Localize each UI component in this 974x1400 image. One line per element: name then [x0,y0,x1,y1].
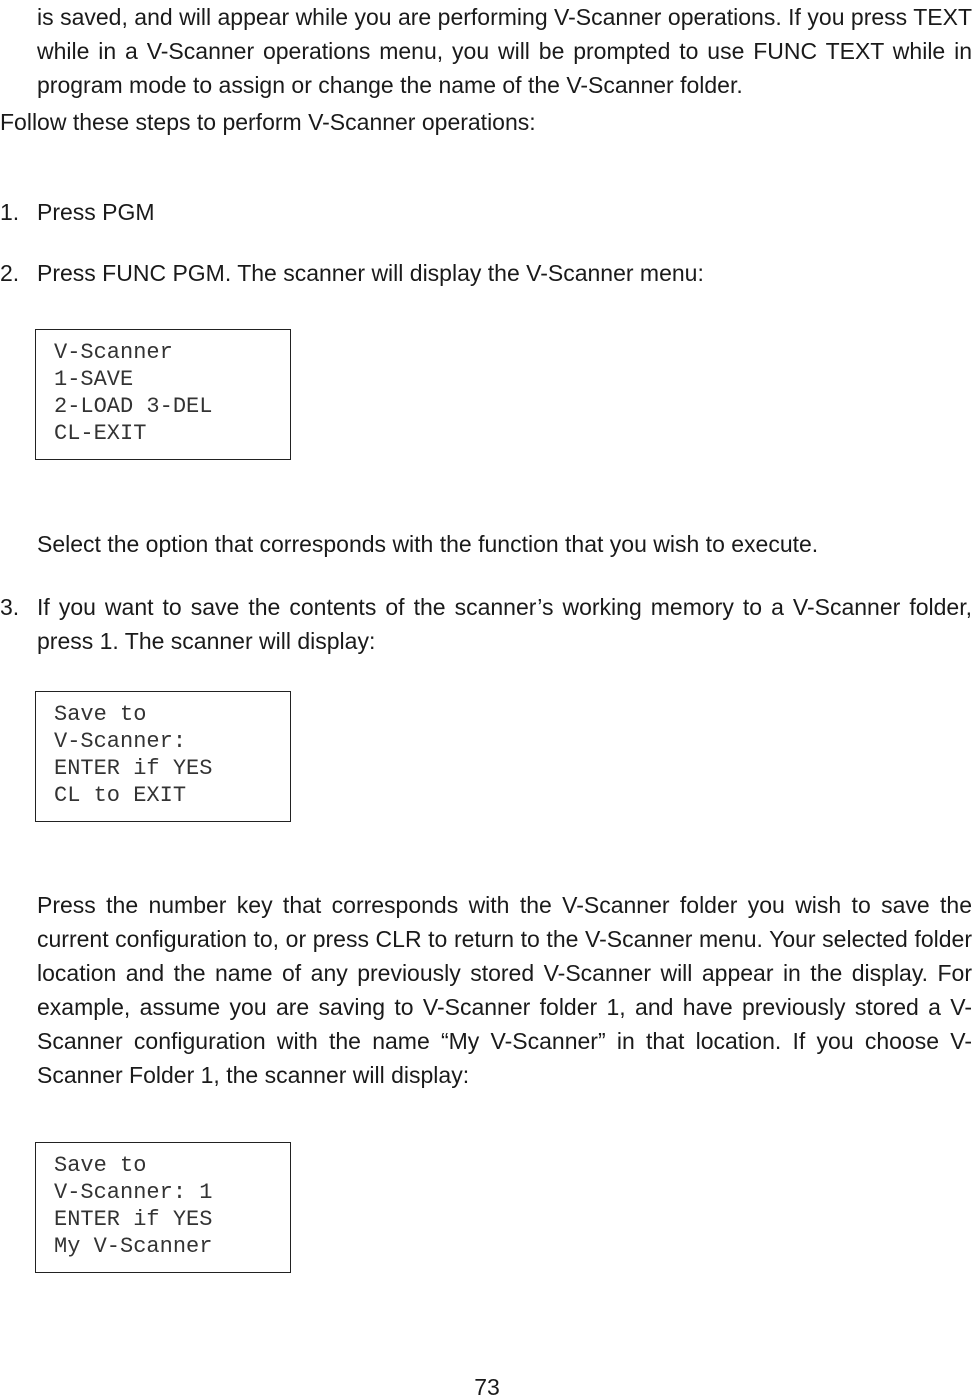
lcd-line: V-Scanner [54,340,173,365]
step-3-number: 3. [0,594,20,620]
lcd-line: V-Scanner: [54,729,187,754]
step-2-number: 2. [0,260,20,286]
lcd-line: My V-Scanner [54,1234,213,1259]
lcd-line: Save to [54,702,147,727]
lcd-display-menu [35,329,291,460]
lcd-line: 1-SAVE [54,367,134,392]
step-2-text: Press FUNC PGM. The scanner will display the V-Scanner menu: [37,260,704,286]
step-3-text: If you want to save the contents of the scanner’s working memory to a V-Scanner folder, press 1. The scanner will display: [37,594,972,654]
lcd-line: CL to EXIT [54,783,187,808]
step-1-text: Press PGM [37,199,155,225]
lcd-line: CL-EXIT [54,421,147,446]
lcd-line: 2-LOAD 3-DEL [54,394,213,419]
intro-paragraph: is saved, and will appear while you are performing V-Scanner operations. If you press TEXT while in a V-Scanner operations menu, you will be prompted to use FUNC TEXT while in program mode to assign or change the name of the V-Scanner folder. [37,4,972,98]
step-1-number: 1. [0,199,20,225]
page-number: 73 [474,1374,500,1400]
lcd-display-save [35,691,291,822]
select-option-paragraph: Select the option that corresponds with the function that you wish to execute. [37,531,819,557]
lcd-display-save-folder-1 [35,1142,291,1273]
lcd-line: Save to [54,1153,147,1178]
follow-steps-paragraph: Follow these steps to perform V-Scanner operations: [0,109,536,135]
lcd-line: V-Scanner: 1 [54,1180,213,1205]
press-number-paragraph: Press the number key that corresponds with the V-Scanner folder you wish to save the current configuration to, or press CLR to return to the V-Scanner menu. Your selected folder location and the name of any previously stored V-Scanner will appear in the display. For example, assume you are saving to V-Scanner folder 1, and have previously stored a V-Scanner configuration with the name “My V-Scanner” in that location. If you choose V-Scanner Folder 1, the scanner will display: [37,892,972,1088]
lcd-line: ENTER if YES [54,756,213,781]
lcd-line: ENTER if YES [54,1207,213,1232]
